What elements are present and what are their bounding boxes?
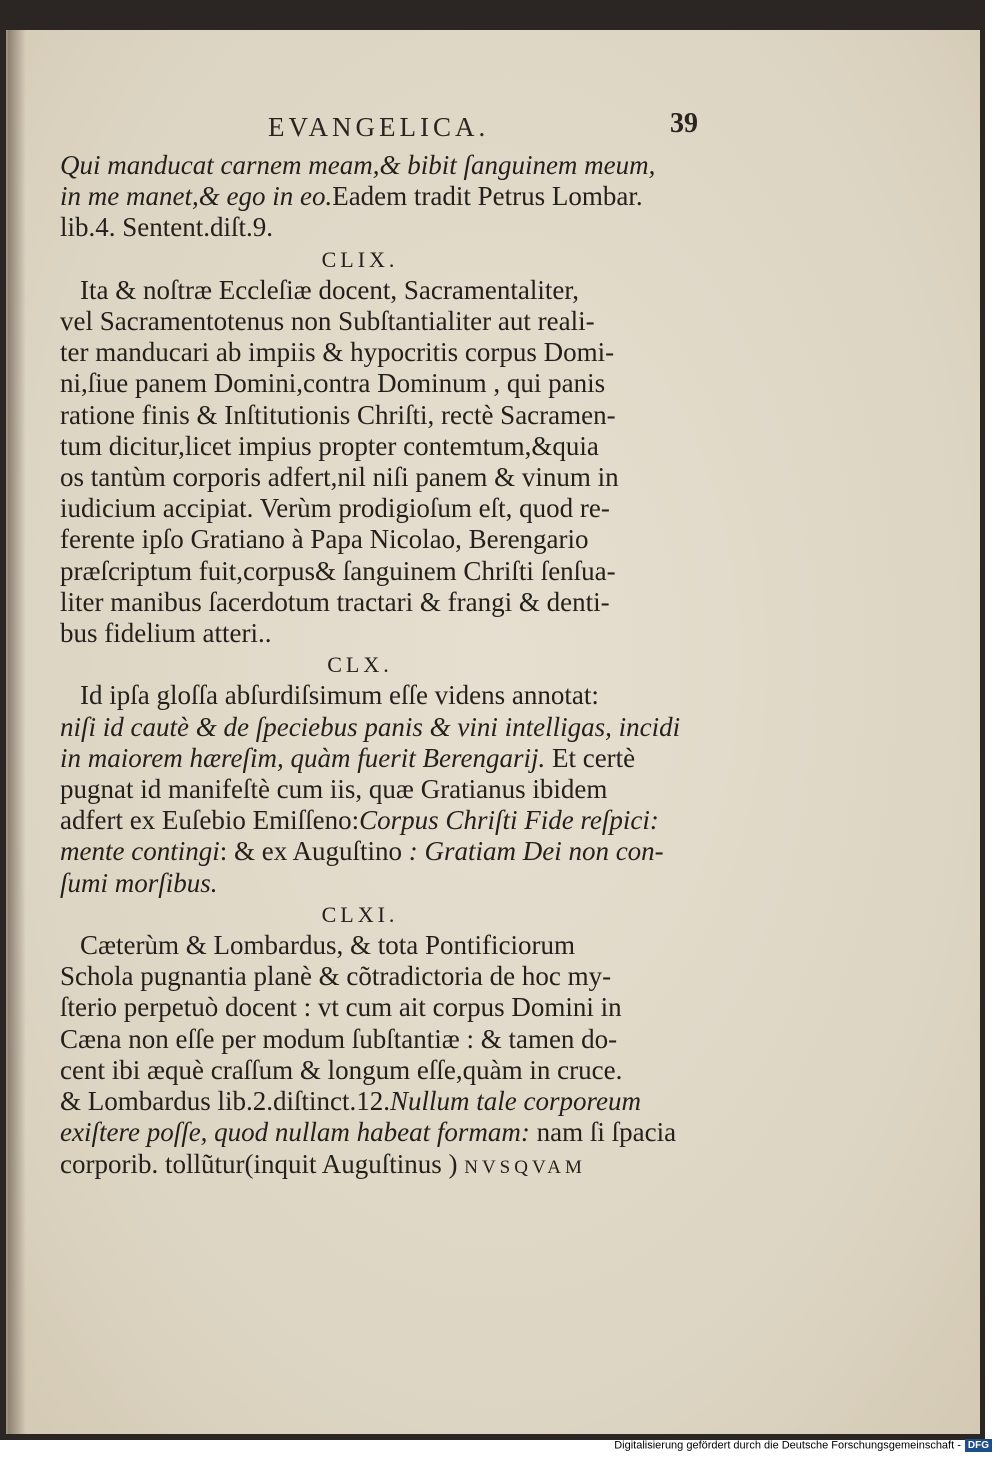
quotation-italic: in me manet,& ego in eo. [60, 181, 333, 212]
text-span: : & ex Auguſtino [219, 836, 409, 867]
text-line: bus fidelium atteri.. [60, 618, 272, 649]
text-line: iudicium accipiat. Verùm prodigioſum eſt, quod re- [60, 493, 610, 524]
text-line [60, 836, 700, 867]
text-span: nam ſi ſpacia [529, 1117, 677, 1148]
text-line: lib.4. Sentent.diſt.9. [60, 212, 273, 243]
text-line: niſi id cautè & de ſpeciebus panis & vini intelligas, incidi [60, 711, 681, 742]
text-line [60, 743, 700, 774]
text-line: tum dicitur,licet impius propter contemtum,&quia [60, 430, 599, 461]
page-number: 39 [670, 108, 698, 139]
text-line: ferente ipſo Gratiano à Papa Nicolao, Berengario [60, 524, 589, 555]
digitization-credit [614, 1439, 992, 1452]
running-head: EVANGELICA. [268, 112, 490, 142]
quotation-italic: Nullum tale corporeum [389, 1086, 641, 1117]
text-span: & Lombardus lib.2.diſtinct.12. [60, 1086, 390, 1117]
text-span: corporib. tollũtur(inquit Auguſtinus ) [60, 1148, 465, 1179]
text-line: Cæna non eſſe per modum ſubſtantiæ : & tamen do- [60, 1023, 618, 1054]
quotation-italic: mente contingi [60, 836, 220, 867]
section-number: CLX. [327, 652, 393, 678]
quotation-italic: Corpus Chriſti Fide reſpici: [359, 805, 659, 836]
body-text [60, 150, 700, 1183]
text-line: ratione finis & Inſtitutionis Chriſti, rectè Sacramen- [60, 399, 616, 430]
text-line: Cæterùm & Lombardus, & tota Pontificiorum [80, 930, 575, 961]
quotation-italic: exiſtere poſſe, quod nullam habeat formam: [60, 1117, 530, 1148]
text-line: Id ipſa gloſſa abſurdiſsimum eſſe videns annotat: [80, 680, 599, 711]
small-caps-text: NVSQVAM [464, 1156, 586, 1178]
text-line: pugnat id manifeſtè cum iis, quæ Gratianus ibidem [60, 774, 608, 805]
text-span: adfert ex Euſebio Emiſſeno: [60, 805, 360, 836]
section-number: CLXI. [321, 901, 399, 927]
quotation-italic: : Gratiam Dei non con- [408, 836, 664, 867]
text-line: ter manducari ab impiis & hypocritis corpus Domi- [60, 337, 615, 368]
text-line: Schola pugnantia planè & cõtradictoria de hoc my- [60, 961, 612, 992]
text-line: liter manibus ſacerdotum tractari & frangi & denti- [60, 586, 610, 617]
text-line: cent ibi æquè craſſum & longum eſſe,quàm in cruce. [60, 1054, 623, 1085]
quotation-italic: Qui manducat carnem meam,& bibit ſanguinem meum, [60, 150, 656, 180]
text-line: os tantùm corporis adfert,nil niſi panem & vinum in [60, 462, 619, 493]
text-line: præſcriptum fuit,corpus& ſanguinem Chriſti ſenſua- [60, 555, 616, 586]
credit-text: Digitalisierung gefördert durch die Deutsche Forschungsgemeinschaft - [614, 1439, 961, 1452]
text-line [60, 181, 700, 212]
text-line [60, 1117, 700, 1148]
text-line [60, 1086, 700, 1117]
text-line: ſterio perpetuò docent : vt cum ait corpus Domini in [60, 992, 622, 1023]
text-line: ni,ſiue panem Domini,contra Dominum , qui panis [60, 368, 606, 399]
text-line: Ita & noſtræ Eccleſiæ docent, Sacramentaliter, [80, 274, 579, 305]
quotation-italic: in maiorem hæreſim, quàm fuerit Berengarij. [60, 742, 546, 773]
text-line: ſumi morſibus. [60, 867, 218, 898]
text-line [60, 805, 700, 836]
dfg-logo: DFG [965, 1439, 992, 1452]
text-span: Et certè [545, 742, 636, 773]
book-page [6, 30, 980, 1434]
text-span: Eadem tradit Petrus Lombar. [332, 181, 643, 212]
spine-shadow [8, 30, 26, 1434]
text-line [60, 1149, 700, 1183]
text-line: vel Sacramentotenus non Subſtantialiter aut reali- [60, 306, 595, 337]
section-number: CLIX. [321, 246, 399, 272]
text-line [60, 150, 700, 181]
